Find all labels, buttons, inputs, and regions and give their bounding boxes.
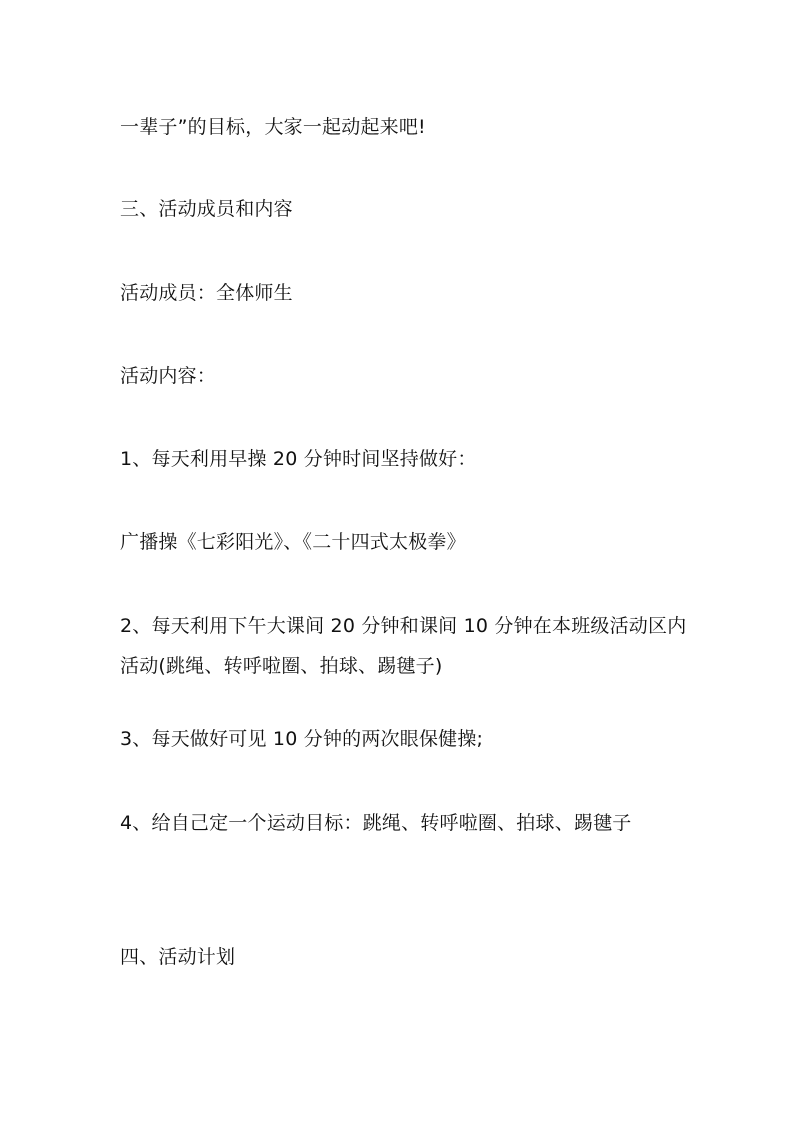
paragraph-activity-members: 活动成员：全体师生 [120,282,293,304]
paragraph-broadcast-exercises: 广播操《七彩阳光》、《二十四式太极拳》 [120,531,466,553]
list-item-4: 4、给自己定一个运动目标：跳绳、转呼啦圈、拍球、踢毽子 [120,812,632,834]
list-item-1: 1、每天利用早操 20 分钟时间坚持做好： [120,448,477,470]
paragraph-slogan-continuation: 一辈子”的目标，大家一起动起来吧! [120,116,426,138]
section-heading-members-and-content: 三、活动成员和内容 [120,198,293,220]
list-item-3: 3、每天做好可见 10 分钟的两次眼保健操; [120,728,484,750]
section-heading-activity-plan: 四、活动计划 [120,946,236,968]
list-item-2: 2、每天利用下午大课间 20 分钟和课间 10 分钟在本班级活动区内活动(跳绳、转呼啦圈、拍球、踢毽子) [120,615,687,677]
paragraph-activity-content-label: 活动内容： [120,365,217,387]
